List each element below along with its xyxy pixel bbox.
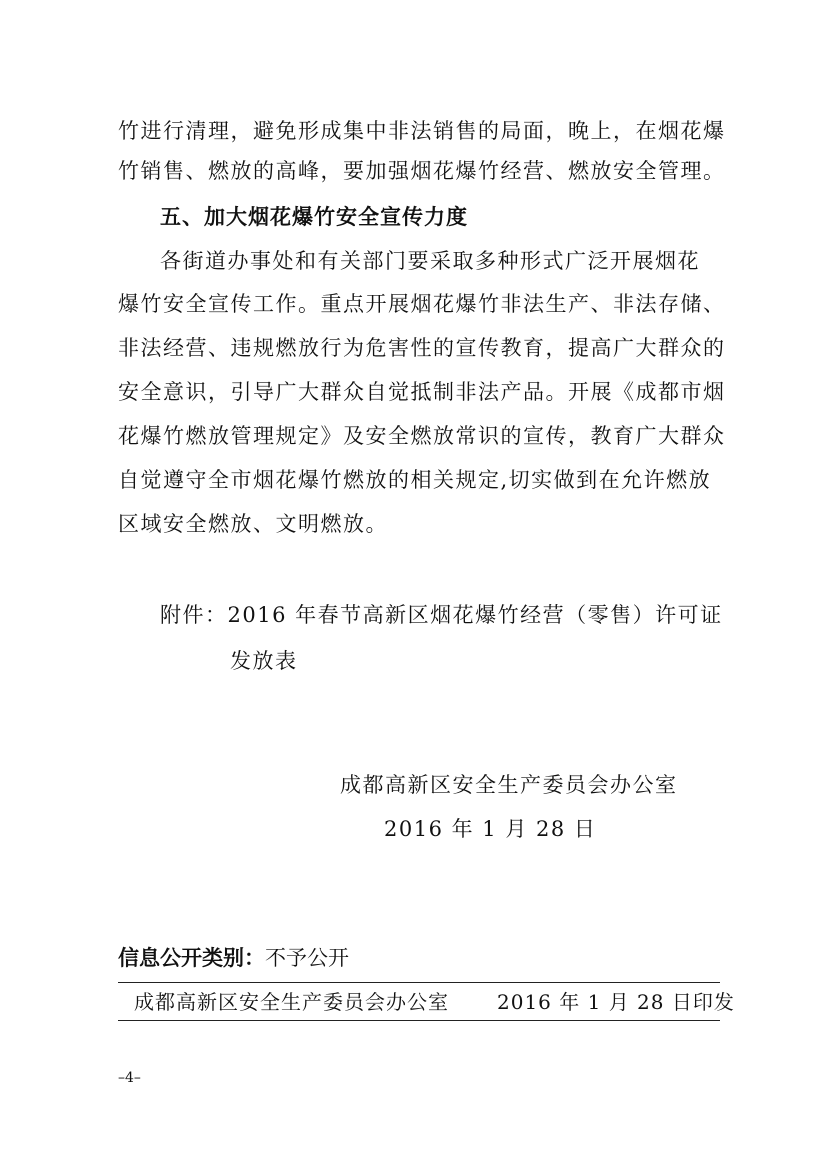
footer-issued-date: 2016 年 1 月 28 日印发: [497, 990, 735, 1014]
section-line-7: 区域安全燃放、文明燃放。: [118, 512, 388, 536]
disclosure-value: 不予公开: [265, 946, 349, 970]
signature-date: 2016 年 1 月 28 日: [384, 817, 597, 841]
section-line-5: 花爆竹燃放管理规定》及安全燃放常识的宣传，教育广大群众: [118, 424, 726, 448]
body-line-1: 竹进行清理，避免形成集中非法销售的局面，晚上，在烟花爆: [118, 119, 726, 143]
footer-top-rule: [118, 982, 720, 983]
footer-issuer: 成都高新区安全生产委员会办公室: [134, 990, 449, 1014]
section-heading: 五、加大烟花爆竹安全宣传力度: [160, 205, 468, 229]
signature-issuer: 成都高新区安全生产委员会办公室: [340, 773, 678, 797]
attachment-line-1: 附件：2016 年春节高新区烟花爆竹经营（零售）许可证: [160, 603, 723, 627]
page-number: –4–: [118, 1070, 141, 1086]
attachment-line-2: 发放表: [230, 649, 298, 673]
footer-bottom-rule: [118, 1020, 720, 1021]
body-line-2: 竹销售、燃放的高峰，要加强烟花爆竹经营、燃放安全管理。: [118, 159, 726, 183]
disclosure-label: 信息公开类别：: [118, 946, 265, 970]
section-line-2: 爆竹安全宣传工作。重点开展烟花爆竹非法生产、非法存储、: [118, 292, 726, 316]
section-line-4: 安全意识，引导广大群众自觉抵制非法产品。开展《成都市烟: [118, 380, 726, 404]
section-line-1: 各街道办事处和有关部门要采取多种形式广泛开展烟花: [160, 249, 700, 273]
section-line-6: 自觉遵守全市烟花爆竹燃放的相关规定,切实做到在允许燃放: [118, 468, 712, 492]
disclosure-category: [118, 944, 349, 972]
section-line-3: 非法经营、违规燃放行为危害性的宣传教育，提高广大群众的: [118, 336, 726, 360]
